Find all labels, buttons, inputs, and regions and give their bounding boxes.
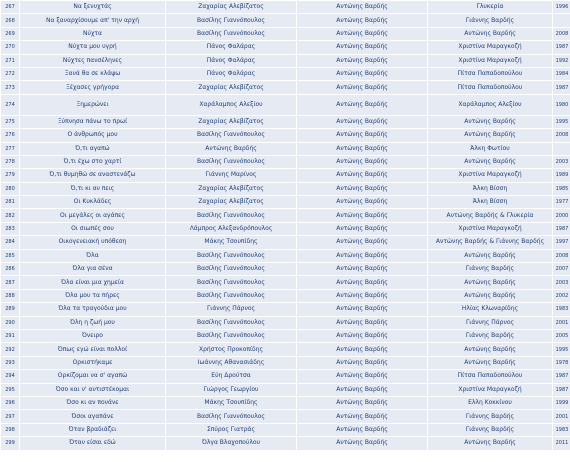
song-title-link[interactable]: Ο άνθρωπός μου: [20, 129, 165, 141]
row-number-cell: 297: [1, 410, 19, 422]
year-cell: [553, 143, 570, 155]
table-row: [1, 169, 570, 181]
table-row: [1, 55, 570, 67]
row-number-cell: 290: [1, 317, 19, 329]
table-row: [1, 156, 570, 168]
song-title-link[interactable]: Όταν βραδιάζει: [20, 424, 165, 436]
table-row: [1, 250, 570, 262]
composer-cell: Πάνος Φαλάρας: [166, 41, 296, 53]
song-title-link[interactable]: Ξέχασες γρήγορα: [20, 81, 165, 93]
year-cell: 2011: [553, 437, 570, 449]
singer-cell: Πίτσα Παπαδοπούλου: [428, 81, 552, 93]
table-row: [1, 370, 570, 382]
lyricist-cell: Αντώνης Βαρδής: [297, 343, 427, 355]
composer-cell: Μάκης Τσουπίδης: [166, 397, 296, 409]
table-row: [1, 68, 570, 80]
lyricist-cell: Αντώνης Βαρδής: [297, 169, 427, 181]
year-cell: 2008: [553, 28, 570, 40]
year-cell: 1995: [553, 116, 570, 128]
table-row: [1, 397, 570, 409]
row-number-cell: 274: [1, 95, 19, 115]
song-title-link[interactable]: Όσο κι αν πονάνε: [20, 397, 165, 409]
singer-cell: Αντώνης Βαρδής: [428, 28, 552, 40]
song-title-link[interactable]: Ορκιστήκαμε: [20, 357, 165, 369]
composer-cell: Γιάννης Μαρίνος: [166, 169, 296, 181]
composer-cell: Αντώνης Βαρδής: [166, 143, 296, 155]
table-row: [1, 1, 570, 13]
singer-cell: Άλκη Βίσση: [428, 196, 552, 208]
row-number-cell: 268: [1, 14, 19, 26]
table-row: [1, 236, 570, 248]
songs-table-body: [1, 1, 570, 450]
lyricist-cell: Αντώνης Βαρδής: [297, 437, 427, 449]
table-row: [1, 81, 570, 93]
lyricist-cell: Αντώνης Βαρδής: [297, 397, 427, 409]
singer-cell: Αντώνης Βαρδής: [428, 276, 552, 288]
song-title-link[interactable]: Οι σιωπές σου: [20, 223, 165, 235]
table-row: [1, 317, 570, 329]
composer-cell: Βασίλης Γιαννόπουλος: [166, 28, 296, 40]
row-number-cell: 272: [1, 68, 19, 80]
song-title-link[interactable]: Οι Κυκλάδες: [20, 196, 165, 208]
year-cell: 2007: [553, 263, 570, 275]
table-row: [1, 28, 570, 40]
composer-cell: Λάμπρος Αλεξανδρόπουλος: [166, 223, 296, 235]
year-cell: 1992: [553, 55, 570, 67]
song-title-link[interactable]: Όνειρο: [20, 330, 165, 342]
row-number-cell: 269: [1, 28, 19, 40]
singer-cell: Αντώνης Βαρδής: [428, 343, 552, 355]
composer-cell: Πάνος Φαλάρας: [166, 68, 296, 80]
table-row: [1, 143, 570, 155]
year-cell: 2003: [553, 276, 570, 288]
lyricist-cell: Αντώνης Βαρδής: [297, 68, 427, 80]
lyricist-cell: Αντώνης Βαρδής: [297, 55, 427, 67]
composer-cell: Βασίλης Γιαννόπουλος: [166, 129, 296, 141]
year-cell: 1983: [553, 424, 570, 436]
composer-cell: Βασίλης Γιαννόπουλος: [166, 250, 296, 262]
composer-cell: Μάκης Τσουπίδης: [166, 236, 296, 248]
composer-cell: Γιώργος Γεωργίου: [166, 384, 296, 396]
singer-cell: Γιάννης Βαρδής: [428, 410, 552, 422]
singer-cell: Γιάννης Βαρδής: [428, 14, 552, 26]
lyricist-cell: Αντώνης Βαρδής: [297, 156, 427, 168]
singer-cell: Γιάννης Βαρδής: [428, 424, 552, 436]
lyricist-cell: Αντώνης Βαρδής: [297, 196, 427, 208]
table-row: [1, 410, 570, 422]
table-row: [1, 263, 570, 275]
lyricist-cell: Αντώνης Βαρδής: [297, 116, 427, 128]
year-cell: 1989: [553, 169, 570, 181]
lyricist-cell: Αντώνης Βαρδής: [297, 250, 427, 262]
row-number-cell: 267: [1, 1, 19, 13]
table-row: [1, 116, 570, 128]
year-cell: 1987: [553, 41, 570, 53]
song-title-link[interactable]: Όλα μου τα πήρες: [20, 290, 165, 302]
row-number-cell: 284: [1, 236, 19, 248]
year-cell: 1987: [553, 81, 570, 93]
composer-cell: Ζαχαρίας Αλεβίζατος: [166, 1, 296, 13]
lyricist-cell: Αντώνης Βαρδής: [297, 28, 427, 40]
singer-cell: Γιάννης Πάρνος: [428, 317, 552, 329]
lyricist-cell: Αντώνης Βαρδής: [297, 223, 427, 235]
table-row: [1, 384, 570, 396]
row-number-cell: 293: [1, 357, 19, 369]
song-title-link[interactable]: Ξημερώνει: [20, 95, 165, 115]
lyricist-cell: Αντώνης Βαρδής: [297, 263, 427, 275]
composer-cell: Βασίλης Γιαννόπουλος: [166, 14, 296, 26]
composer-cell: Βασίλης Γιαννόπουλος: [166, 330, 296, 342]
row-number-cell: 278: [1, 156, 19, 168]
lyricist-cell: Αντώνης Βαρδής: [297, 424, 427, 436]
lyricist-cell: Αντώνης Βαρδής: [297, 357, 427, 369]
row-number-cell: 283: [1, 223, 19, 235]
composer-cell: Χρήστος Προκοπίδης: [166, 343, 296, 355]
singer-cell: Αντώνης Βαρδής: [428, 357, 552, 369]
song-title-link[interactable]: Όσοι αγαπάνε: [20, 410, 165, 422]
singer-cell: Ηλίας Κλωναρίδης: [428, 303, 552, 315]
composer-cell: Σπύρος Γιατράς: [166, 424, 296, 436]
table-row: [1, 303, 570, 315]
year-cell: 2001: [553, 410, 570, 422]
table-row: [1, 95, 570, 115]
row-number-cell: 298: [1, 424, 19, 436]
composer-cell: Βασίλης Γιαννόπουλος: [166, 410, 296, 422]
composer-cell: Βασίλης Γιαννόπουλος: [166, 276, 296, 288]
lyricist-cell: Αντώνης Βαρδής: [297, 95, 427, 115]
row-number-cell: 279: [1, 169, 19, 181]
table-row: [1, 437, 570, 449]
singer-cell: Άλκη Βίσση: [428, 183, 552, 195]
lyricist-cell: Αντώνης Βαρδής: [297, 317, 427, 329]
lyricist-cell: Αντώνης Βαρδής: [297, 209, 427, 221]
song-title-link[interactable]: Ξύπνησα πάνω το πρωί: [20, 116, 165, 128]
row-number-cell: 270: [1, 41, 19, 53]
row-number-cell: 282: [1, 209, 19, 221]
year-cell: 1987: [553, 370, 570, 382]
year-cell: 1978: [553, 357, 570, 369]
singer-cell: Γλυκερία: [428, 1, 552, 13]
row-number-cell: 277: [1, 143, 19, 155]
year-cell: 1999: [553, 397, 570, 409]
song-title-link[interactable]: Οι μεγάλες οι αγάπες: [20, 209, 165, 221]
table-row: [1, 129, 570, 141]
song-title-link[interactable]: Ό,τι θυμηθώ σε αναστενάζω: [20, 169, 165, 181]
table-row: [1, 183, 570, 195]
singer-cell: Αντώνης Βαρδής: [428, 156, 552, 168]
year-cell: 1977: [553, 196, 570, 208]
singer-cell: Πίτσα Παπαδοπούλου: [428, 68, 552, 80]
composer-cell: Ζαχαρίας Αλεβίζατος: [166, 81, 296, 93]
lyricist-cell: Αντώνης Βαρδής: [297, 276, 427, 288]
lyricist-cell: Αντώνης Βαρδής: [297, 410, 427, 422]
year-cell: 2008: [553, 129, 570, 141]
table-row: [1, 276, 570, 288]
song-title-link[interactable]: Να ξαναρχίσουμε απ' την αρχή: [20, 14, 165, 26]
row-number-cell: 294: [1, 370, 19, 382]
singer-cell: Χριστίνα Μαραγκοζή: [428, 41, 552, 53]
table-row: [1, 209, 570, 221]
year-cell: 1996: [553, 1, 570, 13]
song-title-link[interactable]: Ό,τι κι αν πεις: [20, 183, 165, 195]
song-title-link[interactable]: Ορκίζομαι να σ' αγαπώ: [20, 370, 165, 382]
composer-cell: Ζαχαρίας Αλεβίζατος: [166, 116, 296, 128]
composer-cell: Όλγα Βλαχοπούλου: [166, 437, 296, 449]
table-row: [1, 357, 570, 369]
singer-cell: Πίτσα Παπαδοπούλου: [428, 370, 552, 382]
table-row: [1, 223, 570, 235]
song-title-link[interactable]: Να ξενυχτάς: [20, 1, 165, 13]
year-cell: 2002: [553, 290, 570, 302]
singer-cell: Χριστίνα Μαραγκοζή: [428, 384, 552, 396]
row-number-cell: 271: [1, 55, 19, 67]
lyricist-cell: Αντώνης Βαρδής: [297, 129, 427, 141]
song-title-link[interactable]: Όπως εγώ είναι πολλοί: [20, 343, 165, 355]
row-number-cell: 299: [1, 437, 19, 449]
song-title-link[interactable]: Όλα τα τραγούδια μου: [20, 303, 165, 315]
song-title-link[interactable]: Νύχτα: [20, 28, 165, 40]
row-number-cell: 280: [1, 183, 19, 195]
lyricist-cell: Αντώνης Βαρδής: [297, 384, 427, 396]
year-cell: 1984: [553, 68, 570, 80]
row-number-cell: 289: [1, 303, 19, 315]
year-cell: 2008: [553, 250, 570, 262]
song-title-link[interactable]: Όλα για σένα: [20, 263, 165, 275]
singer-cell: Ελλη Κοκκίνου: [428, 397, 552, 409]
lyricist-cell: Αντώνης Βαρδής: [297, 183, 427, 195]
row-number-cell: 296: [1, 397, 19, 409]
composer-cell: Γιάννης Πάρνος: [166, 303, 296, 315]
song-title-link[interactable]: Ό,τι έχω στο χαρτί: [20, 156, 165, 168]
table-row: [1, 424, 570, 436]
lyricist-cell: Αντώνης Βαρδής: [297, 143, 427, 155]
year-cell: 1980: [553, 95, 570, 115]
composer-cell: Βασίλης Γιαννόπουλος: [166, 209, 296, 221]
singer-cell: Γιάννης Βαρδής: [428, 330, 552, 342]
lyricist-cell: Αντώνης Βαρδής: [297, 41, 427, 53]
singer-cell: Γιάννης Βαρδής: [428, 263, 552, 275]
singer-cell: Αντώνης Βαρδής: [428, 437, 552, 449]
song-title-link[interactable]: Όσο και ν' αντιστέκομαι: [20, 384, 165, 396]
song-title-link[interactable]: Οικογενειακή υπόθεση: [20, 236, 165, 248]
singer-cell: Αντώνης Βαρδής: [428, 250, 552, 262]
composer-cell: Ζαχαρίας Αλεβίζατος: [166, 183, 296, 195]
lyricist-cell: Αντώνης Βαρδής: [297, 236, 427, 248]
singer-cell: Χαράλαμπος Αλεξίου: [428, 95, 552, 115]
table-row: [1, 196, 570, 208]
table-row: [1, 330, 570, 342]
year-cell: 2005: [553, 330, 570, 342]
composer-cell: Βασίλης Γιαννόπουλος: [166, 156, 296, 168]
song-title-link[interactable]: Νύχτες πανσέληνες: [20, 55, 165, 67]
year-cell: 2003: [553, 156, 570, 168]
composer-cell: Βασίλης Γιαννόπουλος: [166, 263, 296, 275]
composer-cell: Βασίλης Γιαννόπουλος: [166, 317, 296, 329]
singer-cell: Χριστίνα Μαραγκοζή: [428, 169, 552, 181]
song-title-link[interactable]: Όλα είναι μια χημεία: [20, 276, 165, 288]
row-number-cell: 285: [1, 250, 19, 262]
singer-cell: Χριστίνα Μαραγκοζή: [428, 55, 552, 67]
row-number-cell: 281: [1, 196, 19, 208]
song-title-link[interactable]: Όλα: [20, 250, 165, 262]
song-title-link[interactable]: Όταν είσαι εδώ: [20, 437, 165, 449]
year-cell: 1995: [553, 343, 570, 355]
row-number-cell: 295: [1, 384, 19, 396]
song-title-link[interactable]: Ξανά θα σε κλάψω: [20, 68, 165, 80]
singer-cell: Αντώνης Βαρδής & Γλυκερία: [428, 209, 552, 221]
year-cell: 1987: [553, 223, 570, 235]
lyricist-cell: Αντώνης Βαρδής: [297, 330, 427, 342]
row-number-cell: 288: [1, 290, 19, 302]
row-number-cell: 286: [1, 263, 19, 275]
row-number-cell: 291: [1, 330, 19, 342]
composer-cell: Ιωάννης Αθανασιάδης: [166, 357, 296, 369]
composer-cell: Βασίλης Γιαννόπουλος: [166, 290, 296, 302]
table-row: [1, 41, 570, 53]
table-row: [1, 290, 570, 302]
lyricist-cell: Αντώνης Βαρδής: [297, 14, 427, 26]
composer-cell: Χαράλαμπος Αλεξίου: [166, 95, 296, 115]
lyricist-cell: Αντώνης Βαρδής: [297, 1, 427, 13]
year-cell: [553, 14, 570, 26]
singer-cell: Αντώνης Βαρδής: [428, 129, 552, 141]
lyricist-cell: Αντώνης Βαρδής: [297, 81, 427, 93]
song-title-link[interactable]: Νύχτα μου υγρή: [20, 41, 165, 53]
song-title-link[interactable]: Όλη η ζωή μου: [20, 317, 165, 329]
year-cell: 1985: [553, 183, 570, 195]
singer-cell: Αντώνης Βαρδής & Γιάννης Βαρδής: [428, 236, 552, 248]
composer-cell: Πάνος Φαλάρας: [166, 55, 296, 67]
year-cell: 2001: [553, 317, 570, 329]
table-row: [1, 343, 570, 355]
lyricist-cell: Αντώνης Βαρδής: [297, 290, 427, 302]
lyricist-cell: Αντώνης Βαρδής: [297, 303, 427, 315]
singer-cell: Αντώνης Βαρδής: [428, 116, 552, 128]
row-number-cell: 292: [1, 343, 19, 355]
composer-cell: Ζαχαρίας Αλεβίζατος: [166, 196, 296, 208]
row-number-cell: 276: [1, 129, 19, 141]
year-cell: 1987: [553, 384, 570, 396]
song-title-link[interactable]: Ό,τι αγαπώ: [20, 143, 165, 155]
year-cell: 1983: [553, 303, 570, 315]
row-number-cell: 275: [1, 116, 19, 128]
singer-cell: Άλκη Φωτίου: [428, 143, 552, 155]
row-number-cell: 287: [1, 276, 19, 288]
lyricist-cell: Αντώνης Βαρδής: [297, 370, 427, 382]
singer-cell: Χριστίνα Μαραγκοζή: [428, 223, 552, 235]
row-number-cell: 273: [1, 81, 19, 93]
year-cell: 2000: [553, 209, 570, 221]
composer-cell: Εύη Δρούτσα: [166, 370, 296, 382]
singer-cell: Αντώνης Βαρδής: [428, 290, 552, 302]
table-row: [1, 14, 570, 26]
year-cell: 1997: [553, 236, 570, 248]
